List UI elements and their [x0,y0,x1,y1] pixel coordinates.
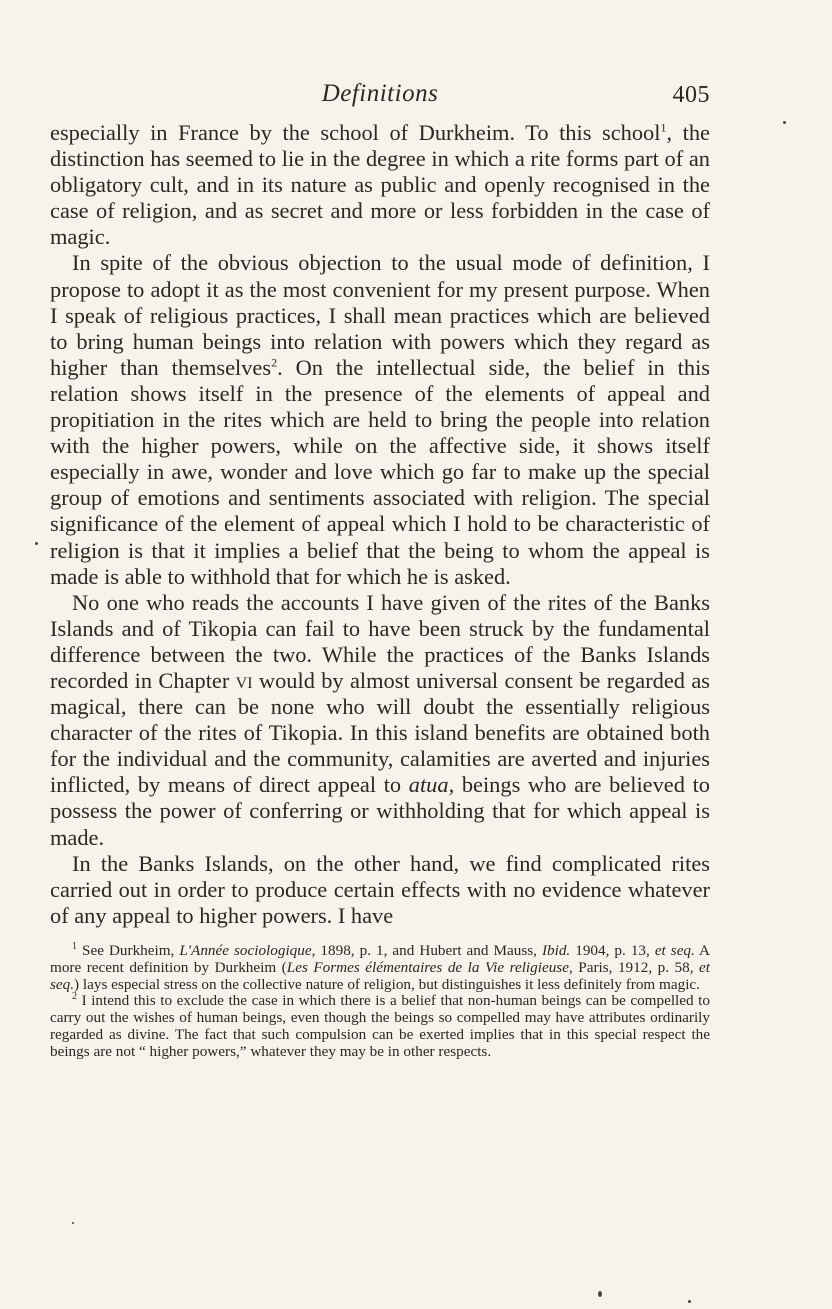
page-number: 405 [672,82,710,108]
body-text [50,120,710,929]
italic-text: Les Formes élémentaires de la Vie religieuse [286,958,569,976]
footnote-marker: 1 [72,940,77,952]
text-run: especially in France by the school of Durkheim. To this school [50,120,661,145]
paragraph-3 [50,590,710,851]
chapter-numeral: vi [235,667,253,693]
italic-text: L'Année sociologique [179,941,312,959]
footnote-1 [50,940,711,993]
paper-speck [783,121,786,124]
paragraph-4 [50,851,710,929]
footnote-2 [50,993,710,1060]
text-run: I intend this to exclude the case in which there is a belief that non-human beings can be compelled to carry out the wishes of human beings, even though the beings so compelled may have attributes ordinarily regarded as divine. The fact that such compulsion can be exerted implies that in this special respect the beings are not “ higher powers,” whatever they may be in other respects. [50,992,710,1060]
text-run: , beings who are believed to possess the power of conferring or withholding that for which appeal is made. [50,772,710,850]
footnote-marker: 2 [72,991,77,1003]
paper-speck [688,1300,691,1303]
paragraph-2 [50,250,710,589]
text-run: , Paris, 1912, p. 58, [568,958,700,976]
book-page [50,80,710,1060]
footnotes [50,940,711,1061]
running-header [50,80,710,120]
italic-text: atua [408,772,449,798]
text-run: would by almost universal consent be regarded as magical, there can be none who will doubt the essentially religious character of the rites of Tikopia. In this island benefits are obtained both for the individual and the community, calamities are averted and injuries inflicted, by means of direct appeal to [50,667,711,798]
italic-text: Ibid. [541,941,571,959]
text-run: . On the intellectual side, the belief in this relation shows itself in the presence of the elements of appeal and propitiation in the rites which are held to bring the people into relation with the higher powers, while on the affective side, it shows itself especially in awe, wonder and love which go far to make up the special group of emotions and sentiments associated with religion. The special significance of the element of appeal which I hold to be characteristic of religion is that it implies a belief that the being to whom the appeal is made is able to withhold that for which he is asked. [50,354,711,589]
footnote-marker: 2 [271,355,278,370]
italic-text: et seq. [654,941,695,959]
text-run: , 1898, p. 1, and Hubert and Mauss, [311,941,542,959]
text-run: A more recent definition by Durkheim ( [50,941,710,976]
text-run: See Durkheim, [77,941,180,959]
paper-speck [598,1291,602,1297]
text-run: 1904, p. 13, [570,941,655,959]
footnote-marker: 1 [660,120,667,135]
text-run: ) lays especial stress on the collective nature of religion, but distinguishes it less definitely from magic. [74,975,700,993]
running-title: Definitions [321,80,439,107]
paper-speck [72,1222,74,1224]
paragraph-1 [50,120,710,250]
text-run: In the Banks Islands, on the other hand, we find complicated rites carried out in order to produce certain effects with no evidence whatever of any appeal to higher powers. I have [50,850,710,928]
text-run: , the distinction has seemed to lie in the degree in which a rite forms part of an obligatory cult, and in its nature as public and openly recognised in the case of religion, and as secret and more or less forbidden in the case of magic. [50,120,710,250]
paper-speck [35,542,38,545]
italic-text: et seq. [50,958,711,993]
text-run: In spite of the obvious objection to the usual mode of definition, I propose to adopt it as the most convenient for my present purpose. When I speak of religious practices, I shall mean practices which are believed to bring human beings into relation with powers which they regard as higher than themselves [50,250,710,380]
text-run: No one who reads the accounts I have given of the rites of the Banks Islands and of Tikopia can fail to have been struck by the fundamental difference between the two. While the practices of the Banks Islands recorded in Chapter [50,589,710,693]
